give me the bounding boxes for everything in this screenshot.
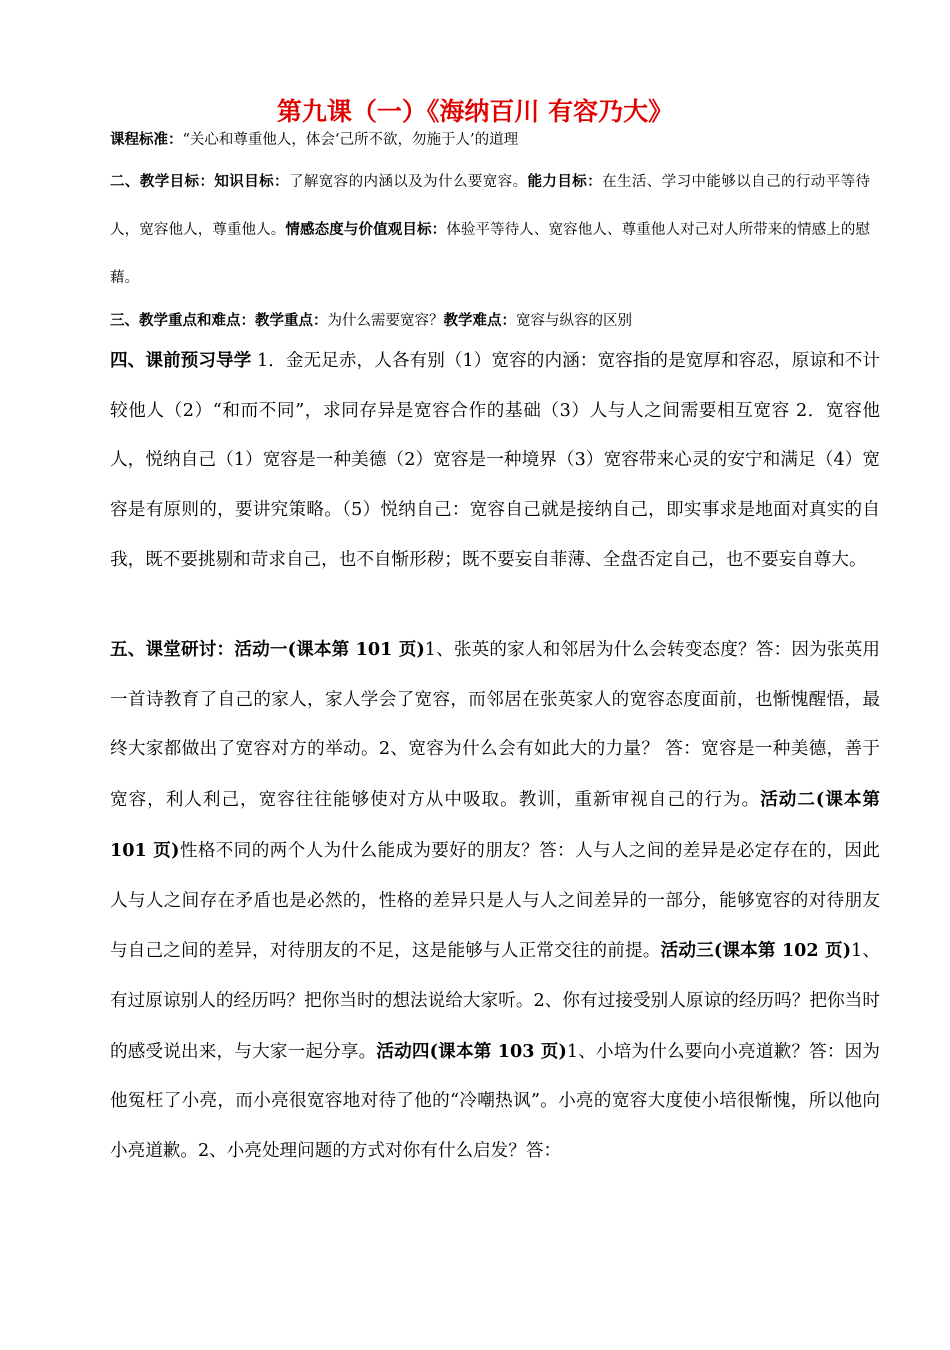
emotion-goal-label: 情感态度与价值观目标： xyxy=(285,221,447,238)
activity-2-text: 性格不同的两个人为什么能成为要好的朋友？答：人与人之间的差异是必定存在的，因此人与人之间存在矛盾也是必然的，性格的差异只是人与人之间差异的一部分，能够宽容的对待朋友与自己之间的差异，对待朋友的不足，这是能够与人正常交往的前提。 xyxy=(110,840,880,962)
preview-text: 1．金无足赤，人各有别（1）宽容的内涵：宽容指的是宽厚和容忍，原谅和不计较他人（2）“和而不同”，求同存异是宽容合作的基础（3）人与人之间需要相互宽容 2．宽容他人，悦纳自己（1）宽容是一种美德（2）宽容是一种境界（3）宽容带来心灵的安宁和满足（4）宽容是有原则的，要讲究策略。（5）悦纳自己：宽容自己就是接纳自己，即实事求是地面对真实的自我，既不要挑剔和苛求自己，也不自惭形秽；既不要妄自菲薄、全盘否定自己，也不要妄自尊大。 xyxy=(110,351,880,570)
activity-2-label: 活动二(课本第 101 页) xyxy=(110,789,880,861)
activity-4-text: 1、小培为什么要向小亮道歉？答：因为他冤枉了小亮，而小亮很宽容地对待了他的“冷嘲热讽”。小亮的宽容大度使小培很惭愧，所以他向小亮道歉。2、小亮处理问题的方式对你有什么启发？答： xyxy=(110,1041,880,1162)
teaching-goals xyxy=(110,158,870,302)
difficulty-label: 教学难点： xyxy=(443,312,516,329)
knowledge-goal-text: 了解宽容的内涵以及为什么要宽容。 xyxy=(288,174,528,190)
ability-goal-text: 在生活、学习中能够以自己的行动平等待人，宽容他人，尊重他人。 xyxy=(110,174,871,238)
ability-goal-label: 能力目标： xyxy=(527,173,603,190)
course-standard xyxy=(110,116,870,164)
activity-3-label: 活动三(课本第 102 页) xyxy=(660,940,852,962)
activity-1-label: 活动一(课本第 101 页) xyxy=(234,639,425,660)
class-discussion xyxy=(110,625,880,1177)
emotion-goal-text: 体验平等待人、宽容他人、尊重他人对己对人所带来的情感上的慰藉。 xyxy=(110,222,871,286)
activity-4-label: 活动四(课本第 103 页) xyxy=(376,1040,567,1062)
preview-section xyxy=(110,336,880,586)
course-standard-label: 课程标准： xyxy=(110,131,183,148)
teaching-goals-heading: 二、教学目标： xyxy=(110,173,215,190)
class-discussion-heading: 五、课堂研讨： xyxy=(110,639,235,660)
activity-1-text: 1、张英的家人和邻居为什么会转变态度？答：因为张英用一首诗教育了自己的家人，家人学会了宽容，而邻居在张英家人的宽容态度面前，也惭愧醒悟，最终大家都做出了宽容对方的举动。2、宽容为什么会有如此大的力量？ 答：宽容是一种美德，善于宽容，利人利己，宽容往往能够使对方从中吸取。教训，重新审视自己的行为。 xyxy=(110,640,880,811)
activity-3-text: 1、有过原谅别人的经历吗？把你当时的想法说给大家听。2、你有过接受别人原谅的经历吗？把你当时的感受说出来，与大家一起分享。 xyxy=(110,941,880,1062)
focus-text: 为什么需要宽容？ xyxy=(327,313,444,329)
course-standard-text: “关心和尊重他人，体会‘己所不欲，勿施于人’的道理 xyxy=(182,132,519,148)
preview-heading: 四、课前预习导学 xyxy=(110,350,252,371)
focus-label: 教学重点： xyxy=(255,312,328,329)
key-points-heading: 三、教学重点和难点： xyxy=(110,312,255,329)
difficulty-text: 宽容与纵容的区别 xyxy=(516,313,632,329)
document-title: 第九课（一）《海纳百川 有容乃大》 xyxy=(276,97,674,126)
knowledge-goal-label: 知识目标： xyxy=(214,173,289,190)
